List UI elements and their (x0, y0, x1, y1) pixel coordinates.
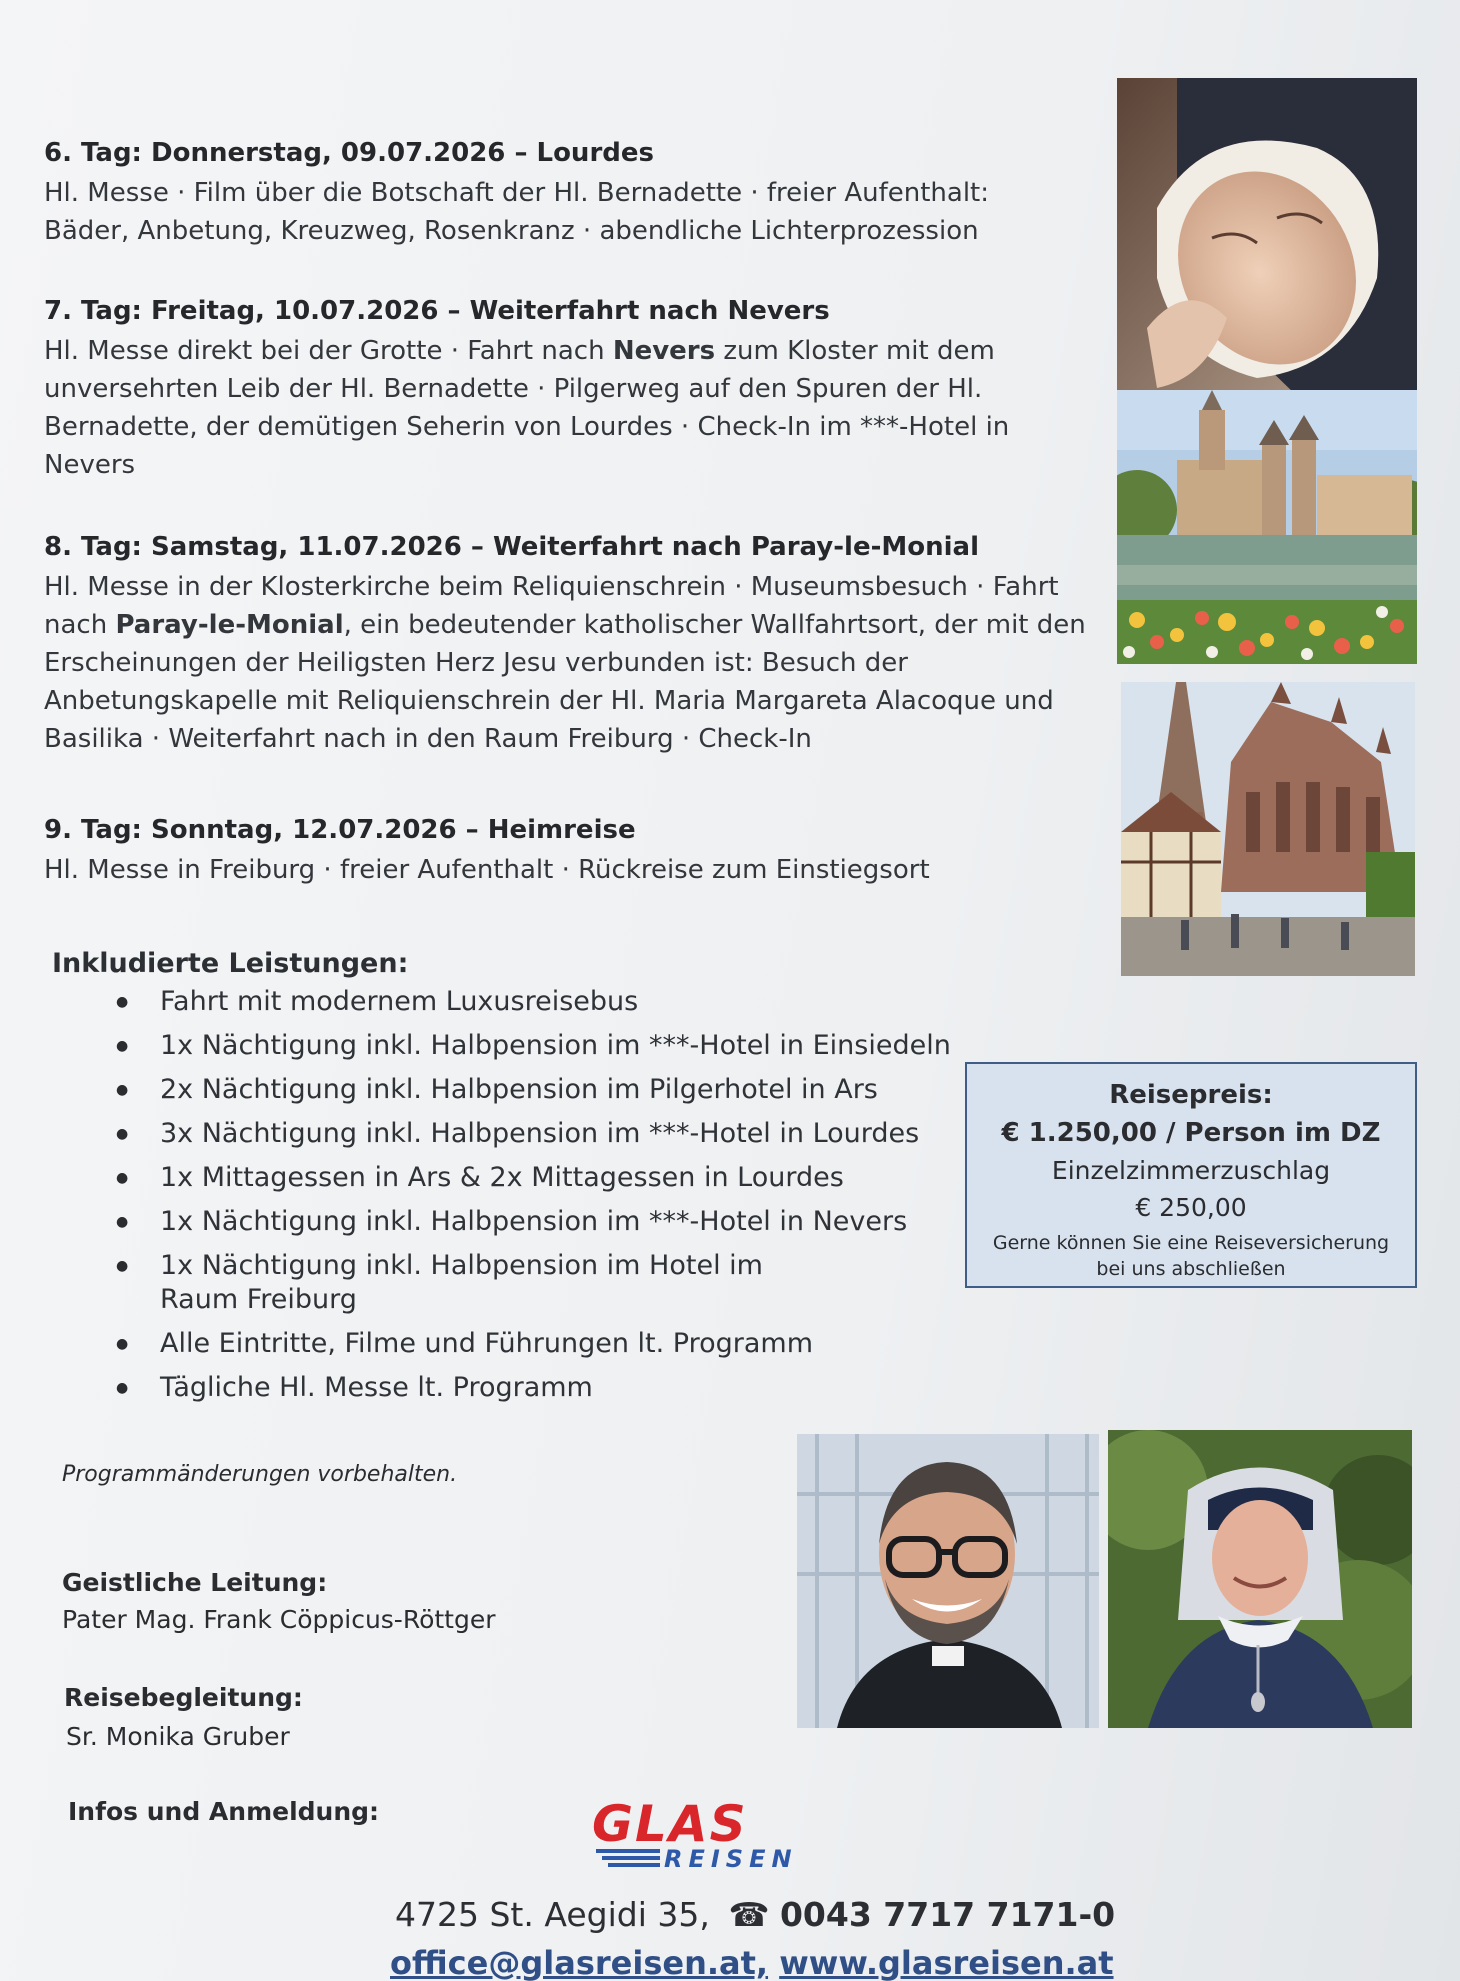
nun-photo (1108, 1430, 1412, 1728)
insurance-note: Gerne können Sie eine Reiseversicherung bei uns abschließen (992, 1232, 1390, 1280)
included-item: ● Tägliche Hl. Messe lt. Programm (110, 1371, 970, 1405)
freiburg-cathedral-photo (1121, 682, 1415, 976)
day-6-text: Hl. Messe · Film über die Botschaft der Hl. Bernadette · freier Aufenthalt: Bäder, Anbetung, Kreuzweg, Rosenkranz · abendliche Lichterprozession (44, 178, 990, 246)
included-item: ● 1x Nächtigung inkl. Halbpension im Hotel im Raum Freiburg (110, 1249, 830, 1317)
day-6 (44, 138, 1104, 250)
bernadette-photo (1117, 78, 1417, 396)
spiritual-lead-label: Geistliche Leitung: (62, 1568, 328, 1597)
included-item: ● 1x Nächtigung inkl. Halbpension im ***-Hotel in Nevers (110, 1205, 970, 1239)
day-9 (44, 815, 1104, 889)
day-7-text-b: zum Kloster mit dem unversehrten Leib der Hl. Bernadette · Pilgerweg auf den Spuren der Hl. Bernadette, der demütigen Seherin von Lourdes · Check-In im ***-Hotel in Nevers (44, 336, 1010, 480)
included-item: ● 1x Mittagessen in Ars & 2x Mittagessen in Lourdes (110, 1161, 970, 1195)
price-title: Reisepreis: (1109, 1080, 1273, 1110)
day-9-heading: 9. Tag: Sonntag, 12.07.2026 – Heimreise (44, 815, 636, 845)
contact-line-2 (390, 1944, 1114, 1981)
day-7 (44, 296, 1104, 484)
day-7-text-bold: Nevers (612, 336, 716, 366)
day-8-text-bold: Paray-le-Monial (115, 610, 344, 640)
companion-name: Sr. Monika Gruber (66, 1722, 290, 1751)
logo-word-reisen: REISEN (664, 1845, 798, 1873)
day-6-heading: 6. Tag: Donnerstag, 09.07.2026 – Lourdes (44, 138, 654, 168)
included-item: ● 3x Nächtigung inkl. Halbpension im ***-Hotel in Lourdes (110, 1117, 970, 1151)
single-room-label: Einzelzimmerzuschlag (1051, 1156, 1331, 1185)
contact-web-link[interactable]: www.glasreisen.at (779, 1944, 1114, 1981)
contact-email-link[interactable]: office@glasreisen.at, (390, 1944, 769, 1981)
day-8 (44, 532, 1104, 758)
paray-le-monial-photo (1117, 390, 1417, 664)
phone-icon: ☎ (728, 1895, 770, 1934)
included-item: ● Fahrt mit modernem Luxusreisebus (110, 985, 970, 1019)
included-item: ● 2x Nächtigung inkl. Halbpension im Pilgerhotel in Ars (110, 1073, 970, 1107)
companion-label: Reisebegleitung: (64, 1683, 303, 1712)
price-box (965, 1062, 1417, 1288)
day-9-text: Hl. Messe in Freiburg · freier Aufenthalt · Rückreise zum Einstiegsort (44, 855, 930, 885)
single-room-price: € 250,00 (1135, 1193, 1247, 1222)
contact-phone[interactable]: 0043 7717 7171-0 (779, 1895, 1116, 1934)
program-change-note: Programmänderungen vorbehalten. (62, 1462, 458, 1487)
included-item: ● 1x Nächtigung inkl. Halbpension im ***-Hotel in Einsiedeln (110, 1029, 970, 1063)
day-7-text-a: Hl. Messe direkt bei der Grotte · Fahrt nach (44, 336, 613, 366)
registration-label: Infos und Anmeldung: (68, 1797, 380, 1826)
included-item: ● Alle Eintritte, Filme und Führungen lt. Programm (110, 1327, 970, 1361)
spiritual-lead-name: Pater Mag. Frank Cöppicus-Röttger (62, 1605, 496, 1634)
day-8-text (44, 568, 1104, 758)
day-8-text-a: Hl. Messe in der Klosterkirche beim Reliquienschrein · Museumsbesuch · Fahrt nach (44, 572, 1059, 640)
contact-line-1 (395, 1895, 1115, 1934)
logo-word-glas: GLAS (592, 1795, 748, 1853)
priest-photo (797, 1434, 1099, 1728)
included-title: Inkludierte Leistungen: (52, 948, 409, 979)
day-8-text-b: , ein bedeutender katholischer Wallfahrtsort, der mit den Erscheinungen der Heiligsten Herz Jesu verbunden ist: Besuch der Anbetungskapelle mit Reliquienschrein der Hl. Maria Margareta Alacoque und Basilika · Weiterfahrt nach in den Raum Freiburg · Check-In (44, 610, 1086, 754)
included-list (110, 985, 970, 1415)
day-8-heading: 8. Tag: Samstag, 11.07.2026 – Weiterfahrt nach Paray-le-Monial (44, 532, 979, 562)
contact-address: 4725 St. Aegidi 35, (395, 1895, 710, 1934)
glas-reisen-logo (590, 1795, 850, 1875)
day-7-text (44, 332, 1034, 484)
price-per-person: € 1.250,00 / Person im DZ (1001, 1118, 1381, 1148)
day-7-heading: 7. Tag: Freitag, 10.07.2026 – Weiterfahrt nach Nevers (44, 296, 830, 326)
